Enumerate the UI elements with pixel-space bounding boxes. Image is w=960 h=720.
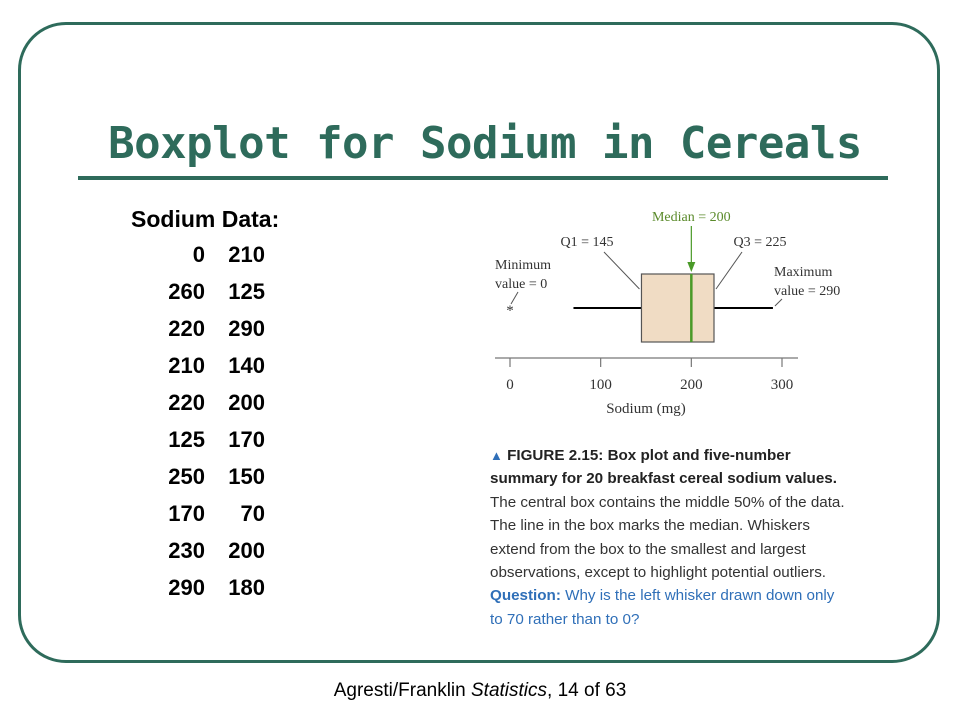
footer-authors: Agresti/Franklin: [333, 680, 466, 701]
data-value: 150: [228, 464, 265, 489]
median-arrowhead: [687, 262, 695, 272]
x-tick-label: 0: [506, 377, 514, 393]
data-value: 290: [228, 316, 265, 341]
iqr-box: [641, 274, 714, 342]
data-row: [140, 427, 280, 464]
data-value: 230: [168, 538, 205, 563]
q3-pointer: [716, 252, 742, 289]
footer-book: Statistics: [471, 680, 548, 701]
figure-caption: [490, 444, 850, 631]
data-value: 170: [228, 427, 265, 452]
x-tick-label: 200: [680, 377, 703, 393]
slide-footer: [0, 680, 960, 702]
data-value: 200: [228, 390, 265, 415]
caption-figure-number: FIGURE 2.15:: [507, 447, 604, 464]
median-annotation: Median = 200: [651, 210, 731, 225]
maximum-pointer: [775, 299, 782, 306]
data-row: [140, 279, 280, 316]
data-value: 260: [168, 279, 205, 304]
data-value: 220: [168, 390, 205, 415]
data-value: 125: [168, 427, 205, 452]
q1-annotation: Q1 = 145: [560, 235, 614, 250]
maximum-annotation-line2: value = 290: [774, 284, 841, 299]
data-row: [140, 316, 280, 353]
data-value: 180: [228, 575, 265, 600]
data-value: 170: [168, 501, 205, 526]
maximum-annotation-line1: Maximum: [774, 265, 833, 280]
caption-question: Why is the left whisker drawn down only to 70 rather than to 0?: [490, 587, 835, 628]
x-tick-label: 300: [770, 377, 794, 393]
caption-body: The central box contains the middle 50% of the data. The line in the box marks the median. Whiskers extend from the box to the smallest and largest observations, except to highlight potential outliers.: [490, 493, 845, 582]
minimum-annotation-line2: value = 0: [495, 277, 548, 292]
title-divider: [78, 176, 888, 180]
caption-question-label: Question:: [490, 587, 561, 605]
data-value: 0: [192, 242, 205, 267]
data-value: 200: [228, 538, 265, 563]
slide-title: Boxplot for Sodium in Cereals: [108, 118, 862, 169]
x-axis-label: Sodium (mg): [606, 401, 686, 417]
data-row: [140, 575, 280, 612]
q3-annotation: Q3 = 225: [733, 235, 787, 250]
data-row: [140, 390, 280, 427]
minimum-pointer: [511, 292, 518, 304]
data-row: [140, 464, 280, 501]
sodium-data-label: Sodium Data:: [131, 206, 280, 232]
data-value: 220: [168, 316, 205, 341]
data-value: 250: [168, 464, 205, 489]
caption-lead: Box plot and five-number summary for 20 breakfast cereal sodium values.: [490, 447, 837, 488]
q1-pointer: [604, 252, 639, 289]
x-tick-label: 100: [589, 377, 612, 393]
data-value: 210: [168, 353, 205, 378]
data-value: 290: [168, 575, 205, 600]
data-row: [140, 353, 280, 390]
data-value: 210: [228, 242, 265, 267]
data-row: [140, 501, 280, 538]
minimum-annotation-line1: Minimum: [495, 258, 552, 273]
data-row: [140, 242, 280, 279]
caption-triangle-icon: ▲: [490, 448, 503, 463]
data-value: 140: [228, 353, 265, 378]
sodium-data-list: [140, 242, 280, 612]
data-row: [140, 538, 280, 575]
footer-page: , 14 of 63: [547, 680, 627, 701]
boxplot-chart: [480, 200, 870, 430]
data-value: 70: [240, 501, 265, 526]
outlier-marker: *: [506, 303, 514, 319]
data-value: 125: [228, 279, 265, 304]
